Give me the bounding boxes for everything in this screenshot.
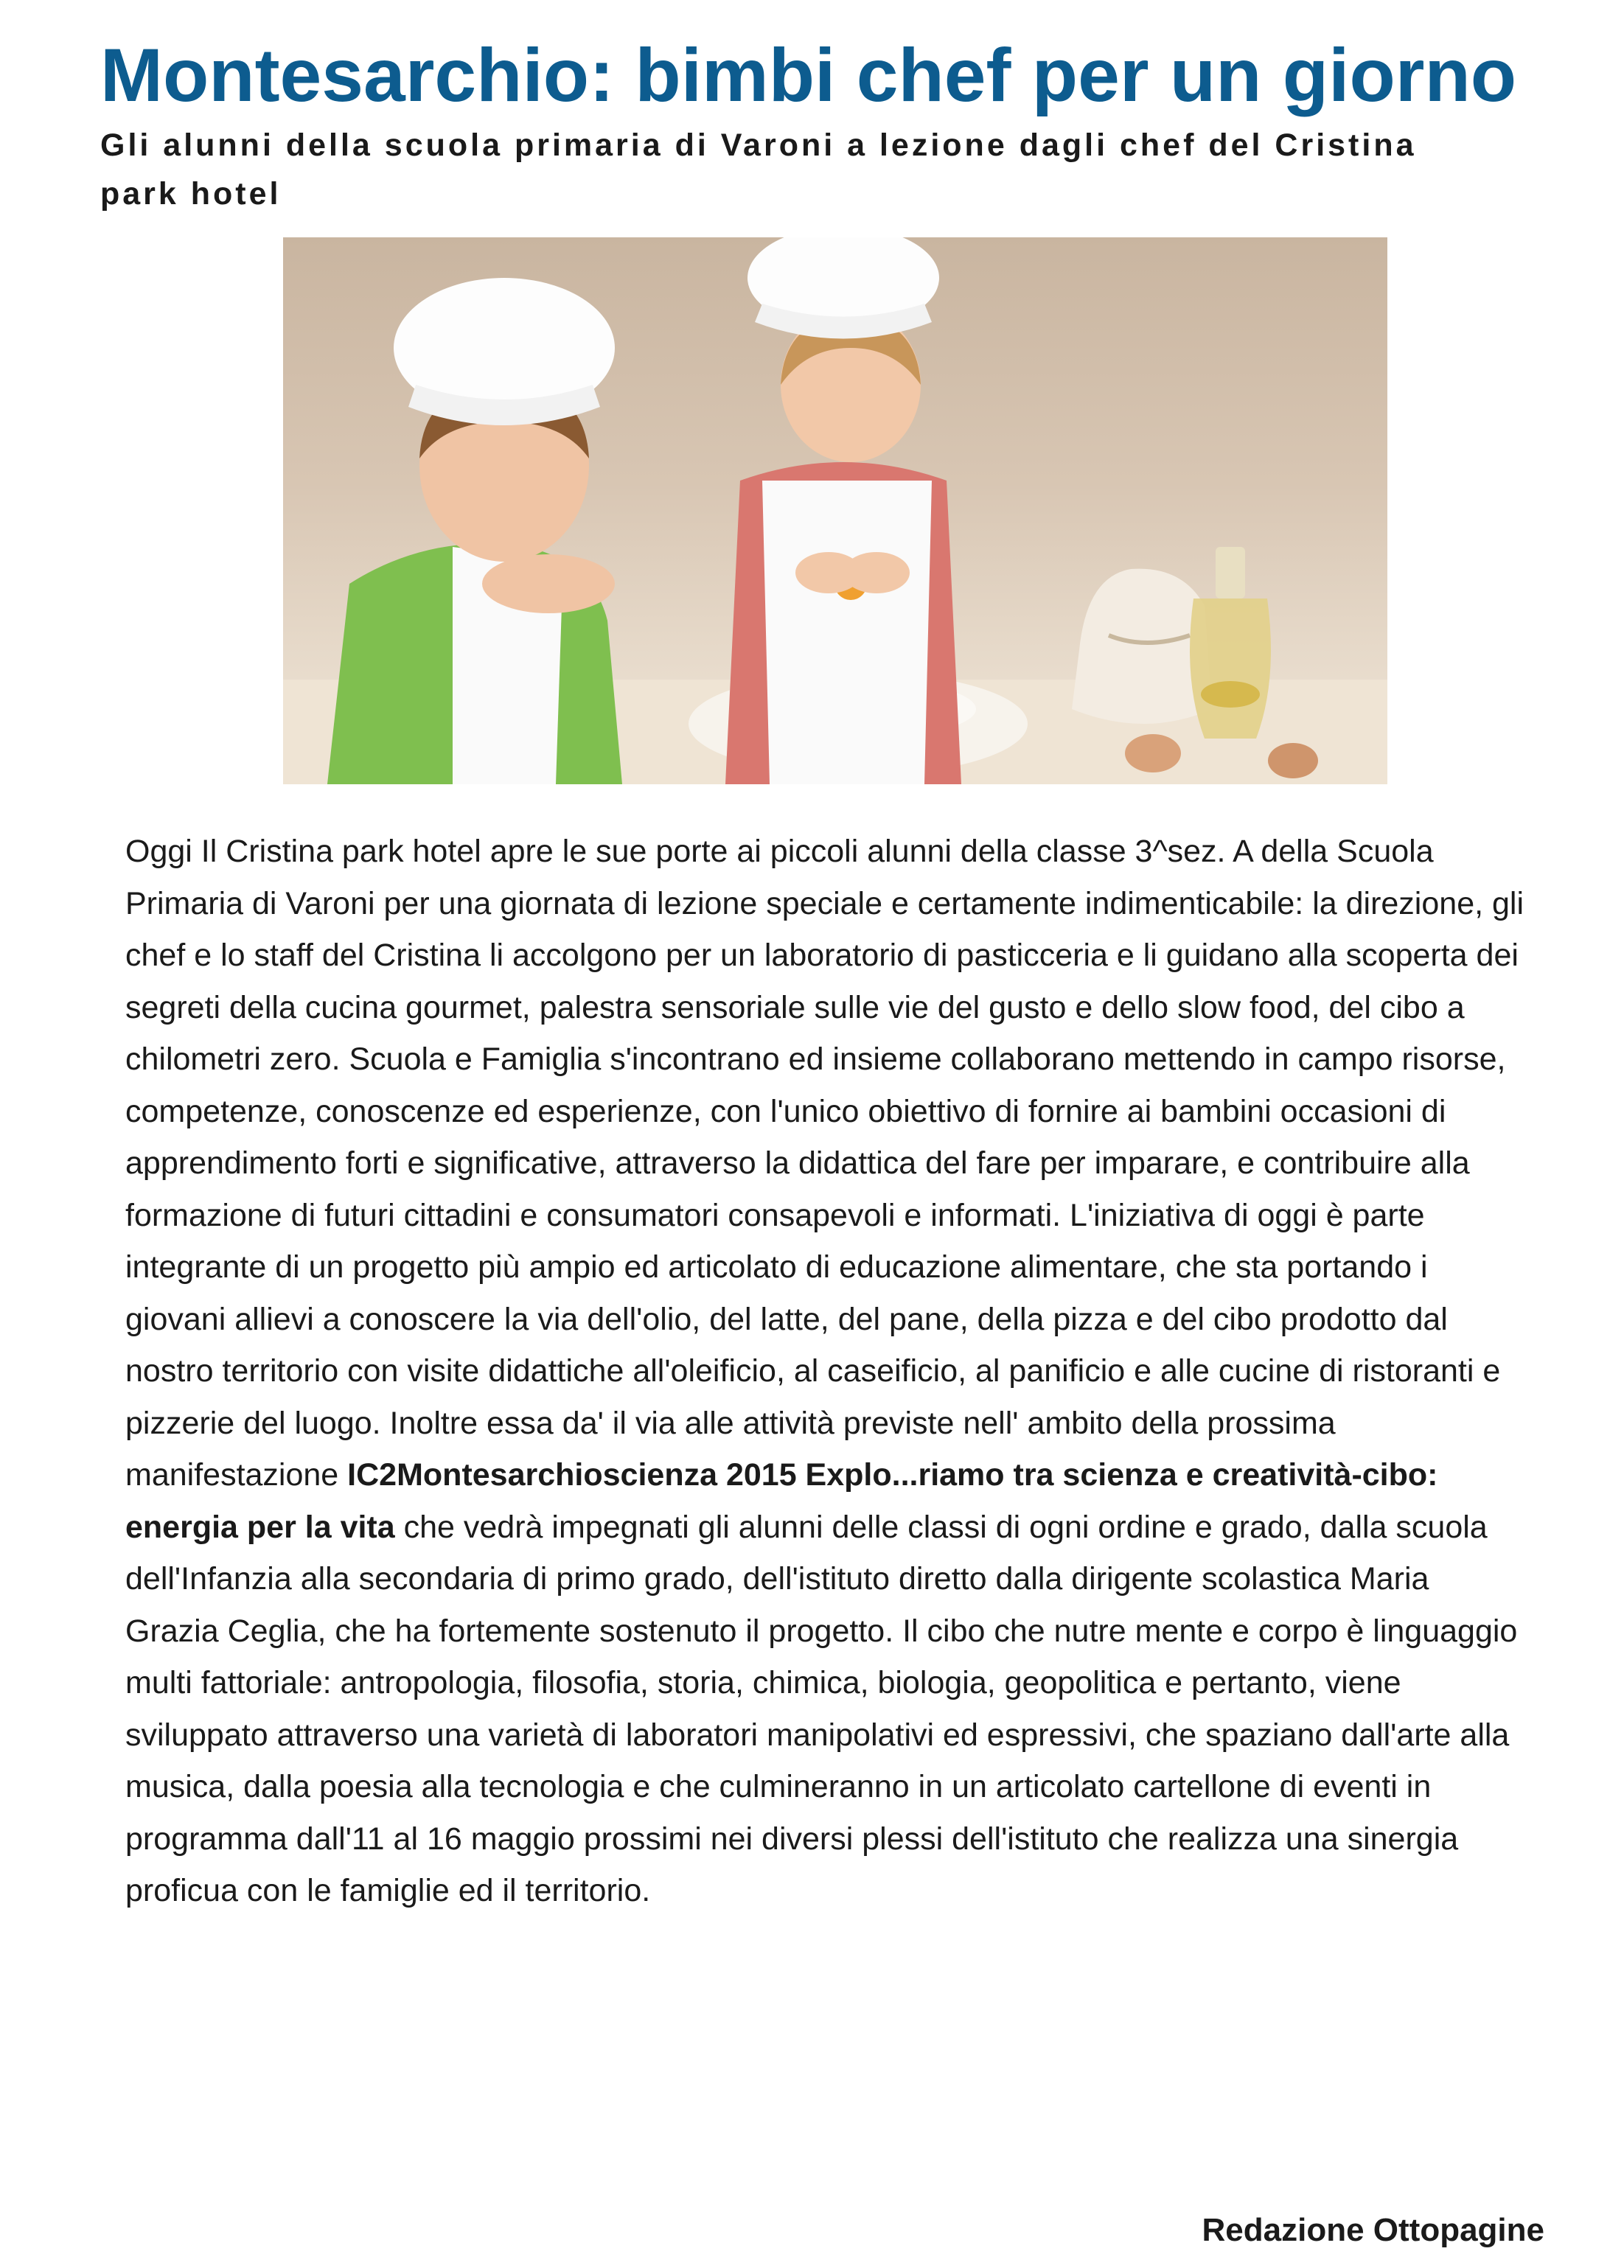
subheadline: Gli alunni della scuola primaria di Varoni a lezione dagli chef del Cristina park hotel: [100, 128, 1417, 212]
girl-figure: [725, 237, 961, 784]
children-cooking-photo: [283, 237, 1387, 784]
boy-figure: [327, 278, 622, 784]
article-body: [125, 826, 1526, 1917]
headline: Montesarchio: bimbi chef per un giorno: [100, 33, 1517, 117]
body-text-part-2: che vedrà impegnati gli alunni delle classi di ogni ordine e grado, dalla scuola dell'Infanzia alla secondaria di primo grado, dell'istituto diretto dalla dirigente scolastica Maria Grazia Ceglia, che ha fortemente sostenuto il progetto. Il cibo che nutre mente e corpo è linguaggio multi fattoriale: antropologia, filosofia, storia, chimica, biologia, geopolitica e pertanto, viene sviluppato attraverso una varietà di laboratori manipolativi ed espressivi, che spaziano dall'arte alla musica, dalla poesia alla tecnologia e che culmineranno in un articolato cartellone di eventi in programma dall'11 al 16 maggio prossimi nei diversi plessi dell'istituto che realizza una sinergia proficua con le famiglie ed il territorio.: [125, 1509, 1518, 1908]
article-photo: [283, 237, 1387, 784]
event-title: IC2Montesarchioscienza 2015 Explo...riamo tra scienza e creatività-cibo: energia per la vita: [125, 1457, 1438, 1545]
body-text-part-1: Oggi Il Cristina park hotel apre le sue porte ai piccoli alunni della classe 3^sez. A della Scuola Primaria di Varoni per una giornata di lezione speciale e certamente indimenticabile: la direzione, gli chef e lo staff del Cristina li accolgono per un laboratorio di pasticceria e li guidano alla scoperta dei segreti della cucina gourmet, palestra sensoriale sulle vie del gusto e dello slow food, del cibo a chilometri zero. Scuola e Famiglia s'incontrano ed insieme collaborano mettendo in campo risorse, competenze, conoscenze ed esperienze, con l'unico obiettivo di fornire ai bambini occasioni di apprendimento forti e significative, attraverso la didattica del fare per imparare, e contribuire alla formazione di futuri cittadini e consumatori consapevoli e informati. L'iniziativa di oggi è parte integrante di un progetto più ampio ed articolato di educazione alimentare, che sta portando i giovani allievi a conoscere la via dell'olio, del latte, del pane, della pizza e del cibo prodotto dal nostro territorio con visite didattiche all'oleificio, al caseificio, al panificio e alle cucine di ristoranti e pizzerie del luogo. Inoltre essa da' il via alle attività previste nell' ambito della prossima manifestazione: [125, 834, 1524, 1493]
oil-bottle: [1190, 547, 1271, 739]
byline: Redazione Ottopagine: [1202, 2212, 1544, 2248]
